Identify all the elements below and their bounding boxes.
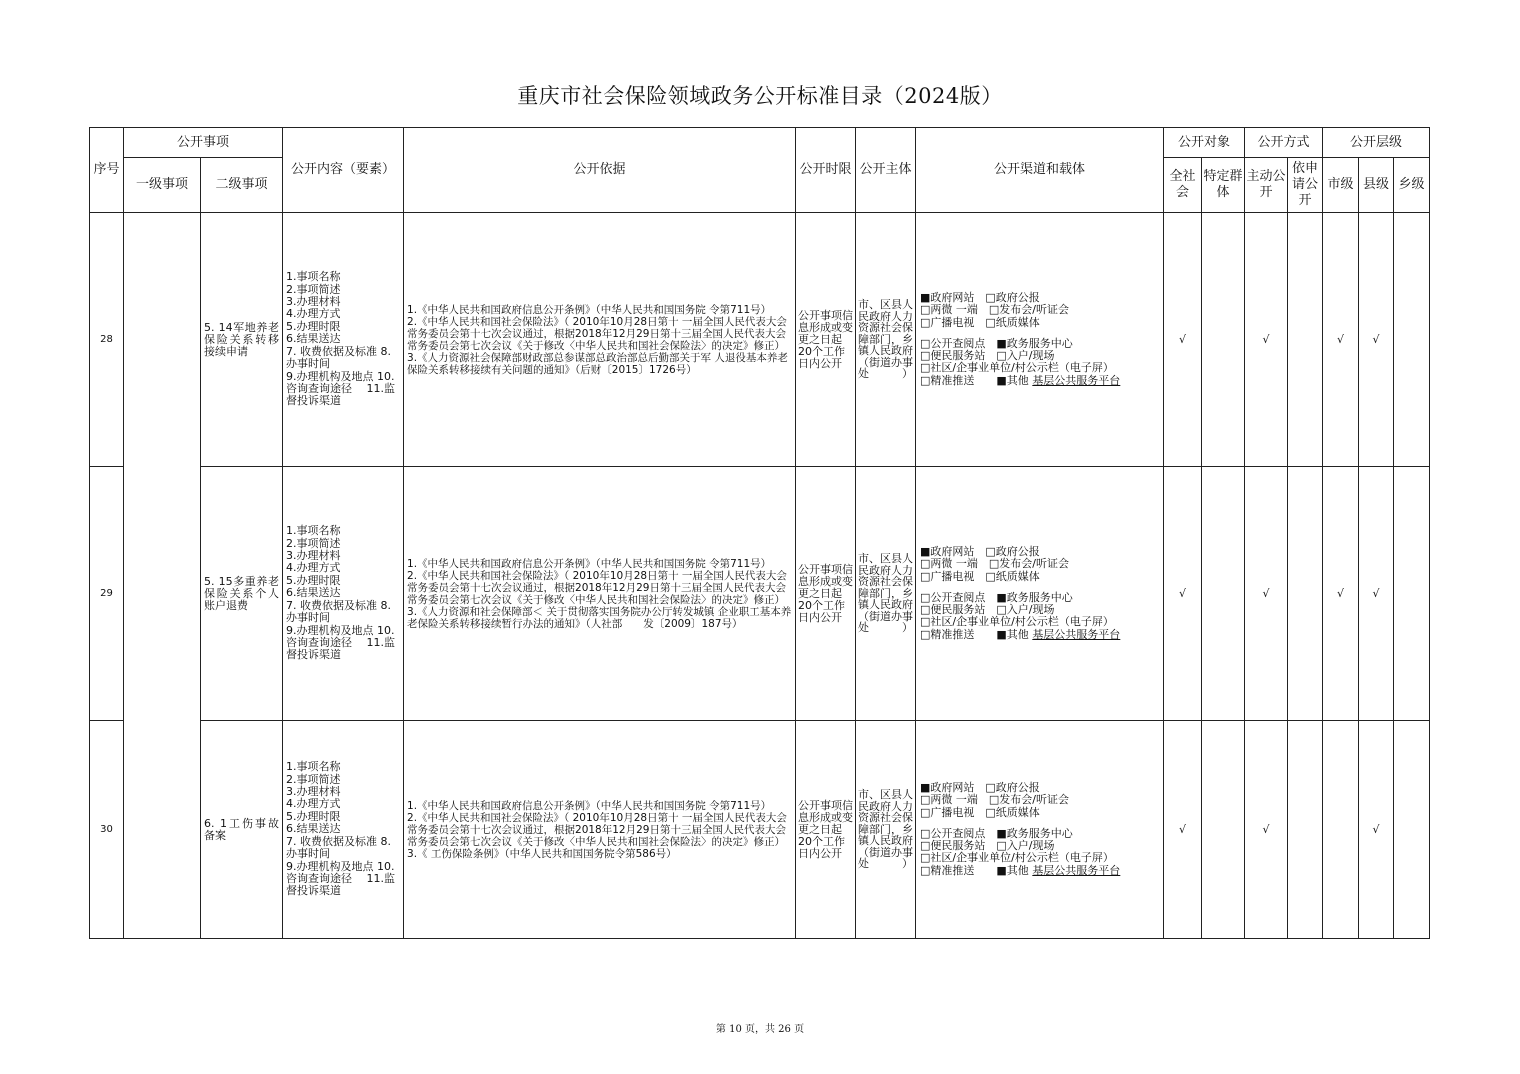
mark-city: √ — [1323, 467, 1359, 721]
table-row — [90, 213, 1430, 467]
channel-line — [920, 865, 1159, 877]
channel-other-label: □精准推送 ■其他 — [920, 373, 1033, 387]
header-tier: 公开层级 — [1323, 128, 1430, 158]
mark-town — [1394, 467, 1430, 721]
mark-specific — [1202, 721, 1245, 939]
mark-specific — [1202, 213, 1245, 467]
header-basis: 公开依据 — [404, 128, 796, 213]
subject-cell: 市、区县人民政府人力资源社会保障部门，乡镇人民政府（街道办事处） — [856, 213, 916, 467]
channel-cell — [916, 467, 1164, 721]
header-channel: 公开渠道和载体 — [916, 128, 1164, 213]
contents-cell: 1.事项名称 2.事项简述 3.办理材料 4.办理方式 5.办理时限 6.结果送达 7. 收费依据及标准 8.办事时间 9.办理机构及地点 10. 咨询查询途径 11.监督投诉渠道 — [283, 467, 404, 721]
level2-cell: 5. 14军地养老保险关系转移接续申请 — [201, 213, 283, 467]
page-footer: 第 10 页，共 26 页 — [715, 1024, 805, 1035]
channel-line: □两微 一端 □发布会/听证会 — [920, 793, 1070, 807]
header-tier-county: 县级 — [1359, 158, 1394, 213]
level2-cell: 5. 15多重养老保险关系个人账户退费 — [201, 467, 283, 721]
mark-all: √ — [1164, 467, 1202, 721]
channel-cell — [916, 721, 1164, 939]
table-row — [90, 721, 1430, 939]
mark-specific — [1202, 467, 1245, 721]
time-limit-cell: 公开事项信息形成或变更之日起20个工作日内公开 — [796, 213, 856, 467]
header-seq: 序号 — [90, 128, 124, 213]
mark-city: √ — [1323, 213, 1359, 467]
channel-other-value: 基层公共服务平台 — [1032, 627, 1121, 641]
mark-county: √ — [1359, 213, 1394, 467]
header-items: 公开事项 — [124, 128, 283, 158]
contents-cell: 1.事项名称 2.事项简述 3.办理材料 4.办理方式 5.办理时限 6.结果送达 7. 收费依据及标准 8.办事时间 9.办理机构及地点 10. 咨询查询途径 11.监督投诉渠道 — [283, 213, 404, 467]
channel-line: □社区/企事业单位/村公示栏（电子屏） — [920, 615, 1114, 629]
channel-line: □社区/企事业单位/村公示栏（电子屏） — [920, 361, 1114, 375]
header-method-active: 主动公开 — [1245, 158, 1288, 213]
time-limit-cell: 公开事项信息形成或变更之日起20个工作日内公开 — [796, 721, 856, 939]
mark-request — [1288, 721, 1323, 939]
row-seq: 28 — [90, 213, 124, 467]
channel-line — [920, 629, 1159, 641]
mark-all: √ — [1164, 213, 1202, 467]
channel-line: □广播电视 □纸质媒体 — [920, 805, 1040, 819]
channel-line: □便民服务站 □入户/现场 — [920, 349, 1055, 363]
header-contents: 公开内容（要素） — [283, 128, 404, 213]
time-limit-cell: 公开事项信息形成或变更之日起20个工作日内公开 — [796, 467, 856, 721]
subject-cell: 市、区县人民政府人力资源社会保障部门，乡镇人民政府（街道办事处） — [856, 721, 916, 939]
channel-other-value: 基层公共服务平台 — [1032, 863, 1121, 877]
header-level1: 一级事项 — [124, 158, 201, 213]
header-subject: 公开主体 — [856, 128, 916, 213]
channel-line: □便民服务站 □入户/现场 — [920, 839, 1055, 853]
mark-town — [1394, 213, 1430, 467]
page-title: 重庆市社会保险领域政务公开标准目录（2024版） — [517, 84, 1003, 108]
basis-cell: 1.《中华人民共和国政府信息公开条例》（中华人民共和国国务院 令第711号） 2.《中华人民共和国社会保险法》（ 2010年10月28日第十 一届全国人民代表大会常务委员会第十七次会议通过，根据2018年12月29日第十三届全国人民代表大会常务委员会第七次会议《关于修改〈中华人民共和国社会保险法〉的决定》修正） 3.《人力资源和社会保障部＜ 关于贯彻落实国务院办公厅转发城镇 企业职工基本养老保险关系转移接续暂行办法的通知》（人社部 发〔2009〕187号） — [404, 467, 796, 721]
channel-line: □公开查阅点 ■政务服务中心 — [920, 826, 1073, 840]
row-seq: 30 — [90, 721, 124, 939]
channel-line: □广播电视 □纸质媒体 — [920, 569, 1040, 583]
mark-active: √ — [1245, 721, 1288, 939]
channel-other-label: □精准推送 ■其他 — [920, 627, 1033, 641]
basis-cell: 1.《中华人民共和国政府信息公开条例》（中华人民共和国国务院 令第711号） 2.《中华人民共和国社会保险法》（ 2010年10月28日第十 一届全国人民代表大会常务委员会第十七次会议通过，根据2018年12月29日第十三届全国人民代表大会常务委员会第七次会议《关于修改〈中华人民共和国社会保险法〉的决定》修正） 3.《 工伤保险条例》（中华人民共和国国务院令第586号） — [404, 721, 796, 939]
channel-line: □两微 一端 □发布会/听证会 — [920, 557, 1070, 571]
channel-line: ■政府网站 □政府公报 — [920, 781, 1040, 795]
channel-line: □广播电视 □纸质媒体 — [920, 315, 1040, 329]
channel-other-value: 基层公共服务平台 — [1032, 373, 1121, 387]
mark-active: √ — [1245, 467, 1288, 721]
channel-line: □公开查阅点 ■政务服务中心 — [920, 336, 1073, 350]
mark-all: √ — [1164, 721, 1202, 939]
header-target-specific: 特定群体 — [1202, 158, 1245, 213]
channel-line — [920, 375, 1159, 387]
header-target-all: 全社会 — [1164, 158, 1202, 213]
level2-cell: 6. 1工伤事故备案 — [201, 721, 283, 939]
channel-cell — [916, 213, 1164, 467]
header-method: 公开方式 — [1245, 128, 1323, 158]
subject-cell: 市、区县人民政府人力资源社会保障部门，乡镇人民政府（街道办事处） — [856, 467, 916, 721]
row-seq: 29 — [90, 467, 124, 721]
header-tier-town: 乡级 — [1394, 158, 1430, 213]
mark-active: √ — [1245, 213, 1288, 467]
channel-line: □便民服务站 □入户/现场 — [920, 603, 1055, 617]
channel-line: □公开查阅点 ■政务服务中心 — [920, 590, 1073, 604]
contents-cell: 1.事项名称 2.事项简述 3.办理材料 4.办理方式 5.办理时限 6.结果送达 7. 收费依据及标准 8.办事时间 9.办理机构及地点 10. 咨询查询途径 11.监督投诉渠道 — [283, 721, 404, 939]
mark-request — [1288, 467, 1323, 721]
mark-town — [1394, 721, 1430, 939]
mark-county: √ — [1359, 721, 1394, 939]
mark-request — [1288, 213, 1323, 467]
header-level2: 二级事项 — [201, 158, 283, 213]
mark-county: √ — [1359, 467, 1394, 721]
mark-city — [1323, 721, 1359, 939]
catalog-table — [89, 127, 1430, 939]
header-time-limit: 公开时限 — [796, 128, 856, 213]
table-row — [90, 467, 1430, 721]
channel-line: □两微 一端 □发布会/听证会 — [920, 303, 1070, 317]
channel-other-label: □精准推送 ■其他 — [920, 863, 1033, 877]
channel-line: ■政府网站 □政府公报 — [920, 545, 1040, 559]
header-method-request: 依申请公开 — [1288, 158, 1323, 213]
level1-cell — [124, 213, 201, 939]
header-target: 公开对象 — [1164, 128, 1245, 158]
header-tier-city: 市级 — [1323, 158, 1359, 213]
channel-line: □社区/企事业单位/村公示栏（电子屏） — [920, 851, 1114, 865]
basis-cell: 1.《中华人民共和国政府信息公开条例》（中华人民共和国国务院 令第711号） 2.《中华人民共和国社会保险法》（ 2010年10月28日第十 一届全国人民代表大会常务委员会第十七次会议通过，根据2018年12月29日第十三届全国人民代表大会常务委员会第七次会议《关于修改〈中华人民共和国社会保险法〉的决定》修正） 3.《人力资源社会保障部财政部总参谋部总政治部总后勤部关于军 人退役基本养老保险关系转移接续有关问题的通知》（后财〔2015〕1726号） — [404, 213, 796, 467]
channel-line: ■政府网站 □政府公报 — [920, 291, 1040, 305]
